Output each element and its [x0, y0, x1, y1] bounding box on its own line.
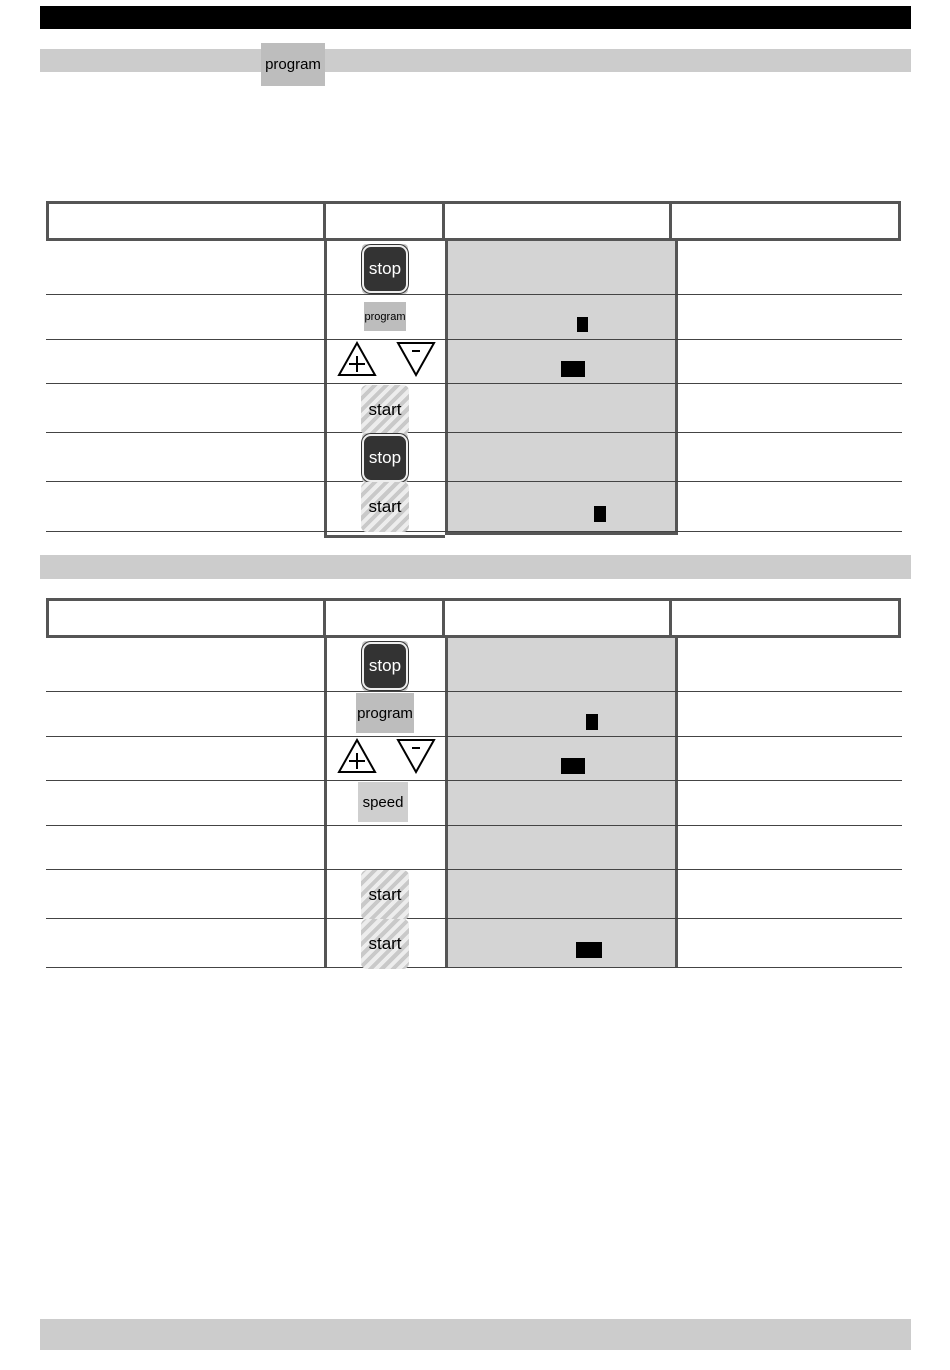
- table-row: [46, 870, 902, 919]
- stop-button[interactable]: [362, 641, 408, 691]
- header-cell-key: [323, 598, 442, 638]
- start-button[interactable]: [361, 385, 409, 435]
- display-cursor: [576, 942, 602, 958]
- speed-button-label: speed: [362, 793, 404, 811]
- stop-button-label: stop: [368, 259, 402, 278]
- top-black-bar: [40, 6, 911, 29]
- header-cell-display: [442, 201, 669, 241]
- header-cell-display: [442, 598, 669, 638]
- program-button-label: program: [364, 310, 406, 323]
- minus-triangle-icon[interactable]: [396, 341, 436, 377]
- section-band-program: [40, 49, 911, 72]
- start-button-label: start: [368, 885, 402, 904]
- display-cursor: [586, 714, 598, 730]
- start-button[interactable]: [361, 870, 409, 920]
- section-band-speed: [40, 555, 911, 579]
- start-button-label: start: [368, 934, 402, 953]
- table-row: [46, 295, 902, 340]
- table-1-header: [46, 201, 904, 241]
- stop-button-label: stop: [368, 656, 402, 675]
- program-key-heading: [261, 43, 325, 86]
- table-row: [46, 781, 902, 826]
- table-row: [46, 638, 902, 692]
- stop-button[interactable]: [362, 433, 408, 483]
- header-cell-action: [46, 201, 323, 241]
- table-row: [46, 241, 902, 295]
- header-cell-action: [46, 598, 323, 638]
- table-row: [46, 482, 902, 532]
- program-button[interactable]: [364, 302, 406, 331]
- plus-triangle-icon[interactable]: [337, 341, 377, 377]
- start-button-label: start: [368, 400, 402, 419]
- program-key-label: program: [265, 56, 321, 73]
- header-cell-notes: [669, 201, 901, 241]
- header-cell-notes: [669, 598, 901, 638]
- program-button[interactable]: [356, 693, 414, 733]
- speed-button[interactable]: [358, 782, 408, 822]
- header-cell-key: [323, 201, 442, 241]
- program-button-label: program: [357, 704, 413, 722]
- footer-band: [40, 1319, 911, 1350]
- stop-button[interactable]: [362, 244, 408, 294]
- display-cursor: [561, 361, 585, 377]
- minus-triangle-icon[interactable]: [396, 738, 436, 774]
- table-row: [46, 340, 902, 384]
- table-row: [46, 919, 902, 968]
- table-row: [46, 737, 902, 781]
- start-button[interactable]: [361, 919, 409, 969]
- start-button[interactable]: [361, 482, 409, 532]
- display-cursor: [594, 506, 606, 522]
- procedure-table-2: [46, 598, 904, 968]
- procedure-table-1: [46, 201, 904, 536]
- table-row: [46, 433, 902, 482]
- table-2-header: [46, 598, 904, 638]
- display-cursor: [577, 317, 588, 332]
- table-row: [46, 826, 902, 870]
- table-row: [46, 384, 902, 433]
- plus-triangle-icon[interactable]: [337, 738, 377, 774]
- table-row: [46, 692, 902, 737]
- stop-button-label: stop: [368, 448, 402, 467]
- display-cursor: [561, 758, 585, 774]
- start-button-label: start: [368, 497, 402, 516]
